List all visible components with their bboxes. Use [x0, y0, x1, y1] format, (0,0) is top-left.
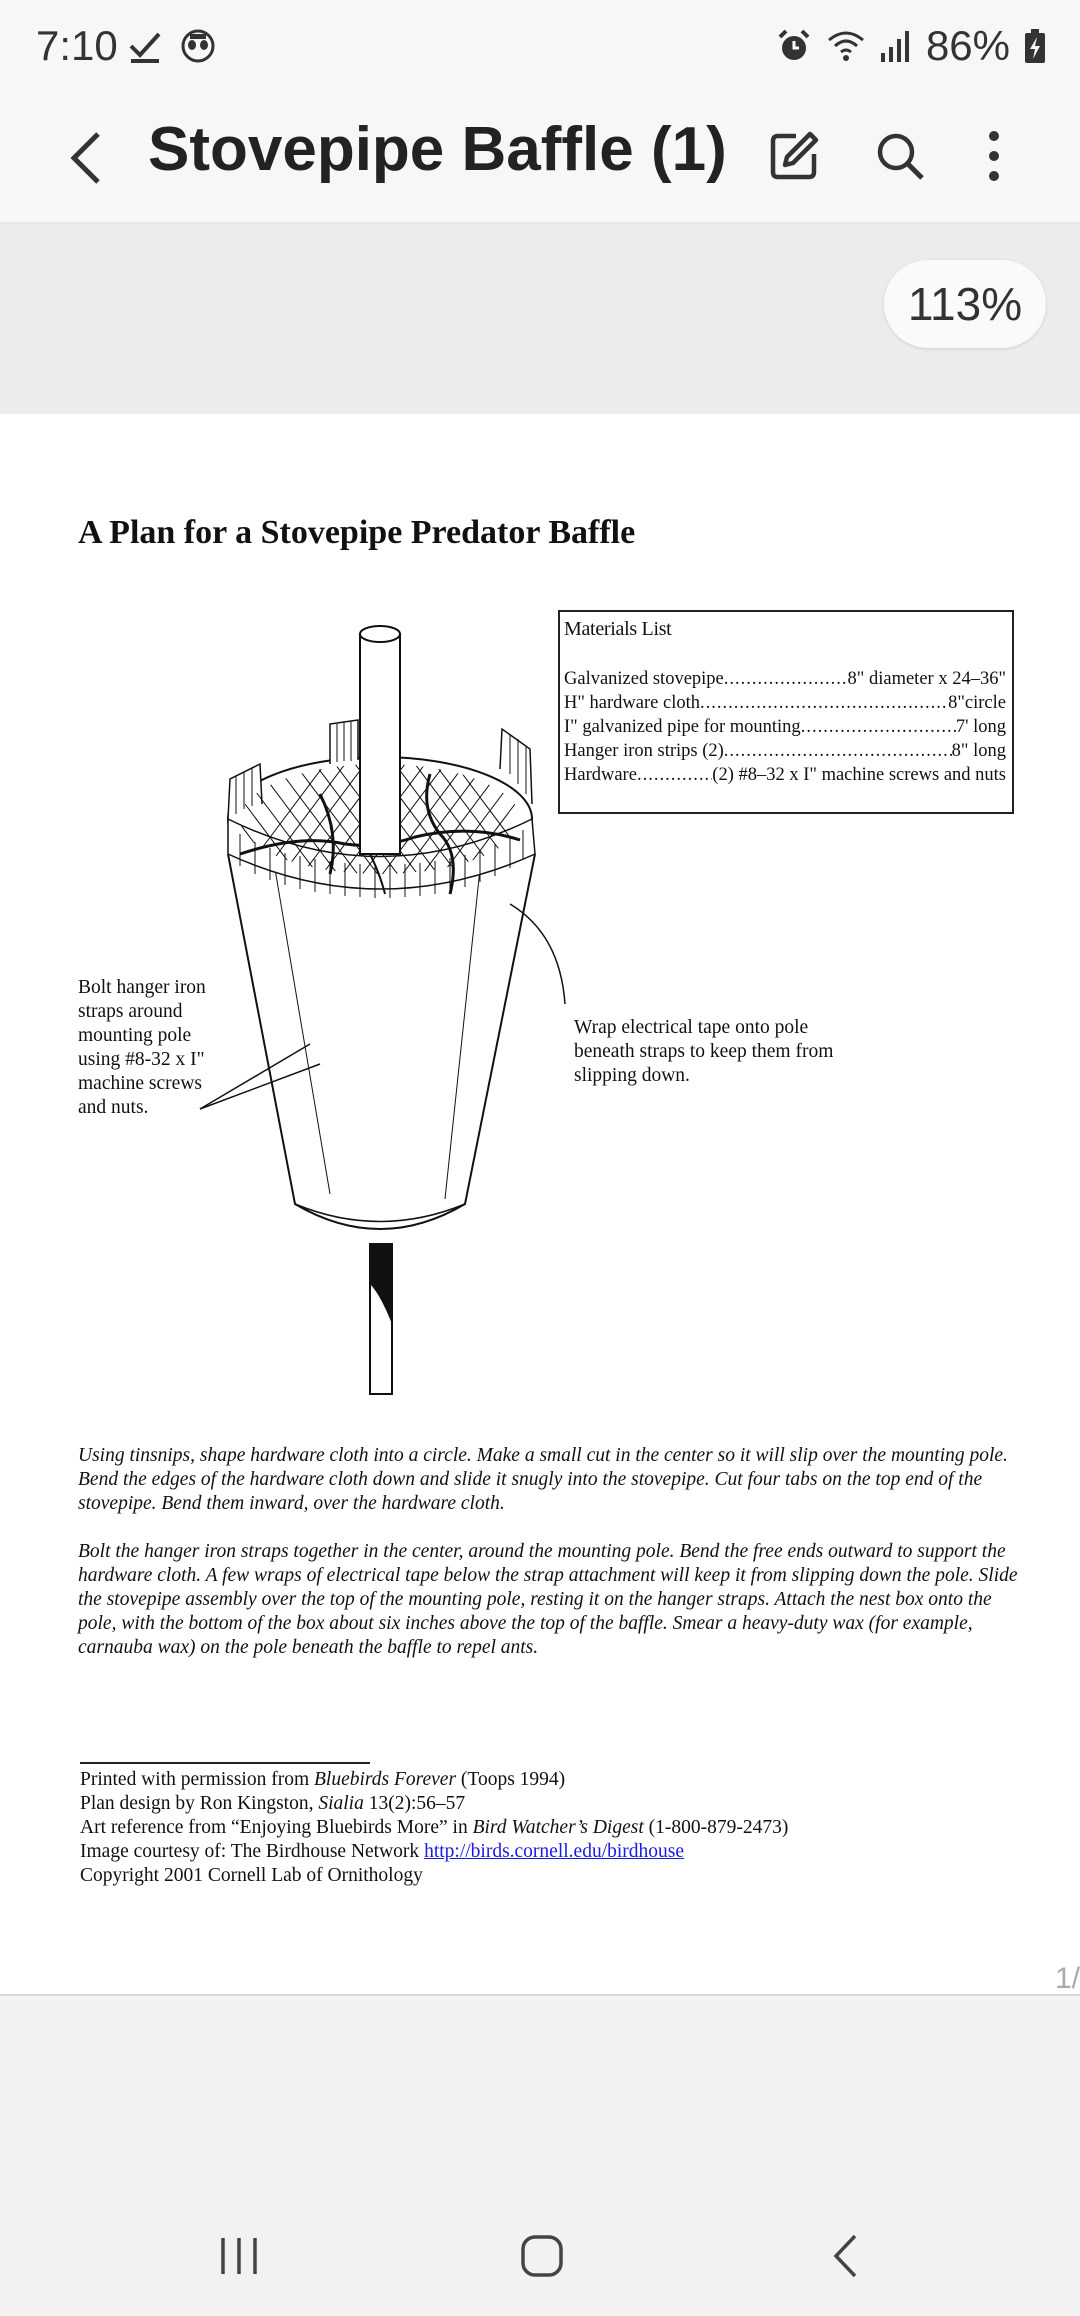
- app-bar: [0, 96, 1080, 222]
- check-icon: [128, 29, 162, 63]
- footnote-rule: [80, 1762, 370, 1764]
- recents-icon: [217, 2236, 261, 2276]
- material-item: Hardware: [564, 765, 637, 785]
- recents-button[interactable]: [194, 2224, 284, 2288]
- pdf-page[interactable]: [0, 414, 1080, 1996]
- signal-icon: [880, 29, 912, 63]
- alarm-icon: [776, 28, 812, 64]
- material-value: (2) #8–32 x I" machine screws and nuts: [712, 765, 1006, 785]
- materials-title: Materials List: [564, 618, 672, 640]
- status-left-icons: [128, 28, 216, 64]
- page-indicator: 1/: [1054, 1962, 1080, 1995]
- material-item: I" galvanized pipe for mounting: [564, 717, 801, 737]
- search-button[interactable]: [860, 116, 940, 196]
- back-icon: [831, 2233, 859, 2279]
- document-title: Stovepipe Baffle (1): [148, 115, 727, 184]
- baffle-diagram: [180, 604, 580, 1404]
- back-button[interactable]: [56, 122, 116, 194]
- material-value: 8"circle: [948, 693, 1006, 713]
- more-vertical-icon: [987, 130, 1001, 182]
- wifi-icon: [826, 28, 866, 64]
- nav-back-button[interactable]: [800, 2224, 890, 2288]
- materials-row: [564, 763, 1006, 787]
- callout-bolt-straps: Bolt hanger iron straps around mounting pole using #8-32 x I" machine screws and nuts.: [78, 977, 206, 1118]
- materials-row: [564, 691, 1006, 715]
- home-button[interactable]: [497, 2224, 587, 2288]
- material-item: Hanger iron strips (2): [564, 741, 724, 761]
- search-icon: [874, 130, 926, 182]
- footnote-line: Printed with permission from Bluebirds Forever (Toops 1994): [80, 1769, 566, 1790]
- material-value: 7' long: [955, 717, 1006, 737]
- alien-face-icon: [180, 28, 216, 64]
- status-bar: [0, 0, 1080, 96]
- viewer-background: [0, 224, 1080, 414]
- battery-charging-icon: [1024, 28, 1046, 64]
- home-icon: [520, 2234, 564, 2278]
- materials-row: [564, 715, 1006, 739]
- zoom-level-indicator[interactable]: 113%: [884, 260, 1046, 348]
- instructions-paragraph-2: Bolt the hanger iron straps together in the center, around the mounting pole. Bend the free ends outward to support the hardware cloth. A few wraps of electrical tape below the strap attachment will keep it from slipping down the pole. Slide the stovepipe assembly over the top of the mounting pole, resting it on the hanger straps. Attach the nest box onto the pole, with the bottom of the box about six inches above the top of the baffle. Smear a heavy-duty wax (for example, carnauba wax) on the pole beneath the baffle to repel ants.: [78, 1541, 1018, 1658]
- footnotes: [80, 1768, 1010, 1888]
- edit-icon: [768, 130, 820, 182]
- status-time: 7:10: [36, 22, 118, 69]
- chevron-left-icon: [68, 130, 104, 186]
- document-heading: A Plan for a Stovepipe Predator Baffle: [78, 514, 636, 551]
- edit-button[interactable]: [754, 116, 834, 196]
- materials-row: [564, 667, 1006, 691]
- footnote-line: Image courtesy of: The Birdhouse Network http://birds.cornell.edu/birdhouse: [80, 1841, 685, 1862]
- material-value: 8" long: [951, 741, 1006, 761]
- footnote-line: Art reference from “Enjoying Bluebirds More” in Bird Watcher’s Digest (1-800-879-2473): [80, 1817, 789, 1838]
- materials-list-box: [558, 610, 1014, 814]
- birdhouse-link[interactable]: http://birds.cornell.edu/birdhouse: [424, 1841, 685, 1862]
- material-item: Galvanized stovepipe: [564, 669, 724, 689]
- material-item: H" hardware cloth: [564, 693, 700, 713]
- battery-percent: 86%: [925, 22, 1010, 69]
- footnote-line: Plan design by Ron Kingston, Sialia 13(2):56–57: [80, 1793, 466, 1814]
- navigation-bar: [0, 2200, 1080, 2316]
- instructions-paragraph-1: Using tinsnips, shape hardware cloth into a circle. Make a small cut in the center so it will slip over the mounting pole. Bend the edges of the hardware cloth down and slide it snugly into the stovepipe. Cut four tabs on the top end of the stovepipe. Bend them inward, over the hardware cloth.: [78, 1445, 1008, 1514]
- status-right-icons: [776, 22, 1046, 70]
- materials-row: [564, 739, 1006, 763]
- callout-electrical-tape: Wrap electrical tape onto pole beneath straps to keep them from slipping down.: [574, 1017, 834, 1086]
- more-options-button[interactable]: [954, 116, 1034, 196]
- material-value: 8" diameter x 24–36": [847, 669, 1006, 689]
- footnote-line: Copyright 2001 Cornell Lab of Ornithology: [80, 1865, 423, 1886]
